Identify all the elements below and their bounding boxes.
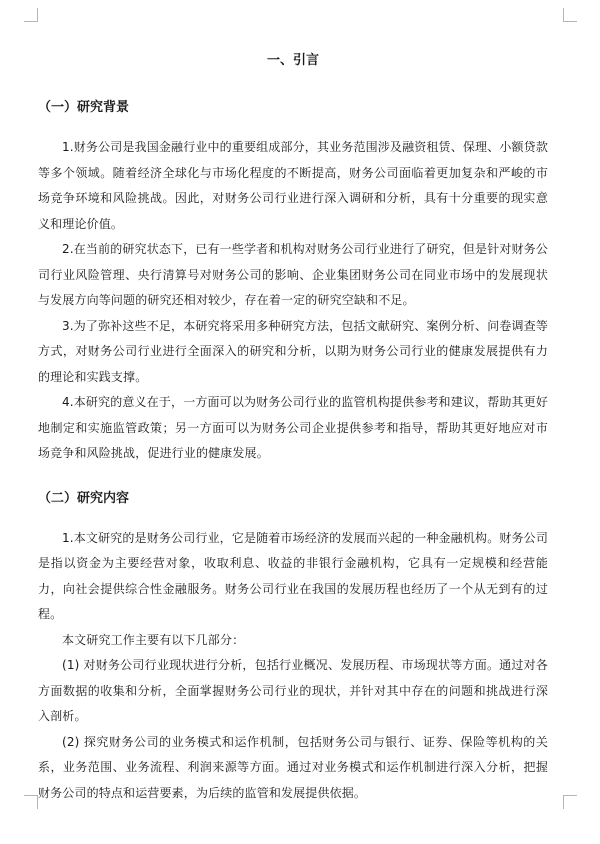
- page-corner-mark-top-right: [563, 8, 577, 22]
- section-heading-content: （二）研究内容: [38, 490, 130, 506]
- page-corner-mark-bottom-left: [24, 795, 38, 809]
- paragraph-background-1: 1.财务公司是我国金融行业中的重要组成部分，其业务范围涉及融资租赁、保理、小额贷款等多个领域。随着经济全球化与市场化程度的不断提高，财务公司面临着更加复杂和严峻的市场竞争环境和风险挑战。因此，对财务公司行业进行深入调研和分析，具有十分重要的现实意义和理论价值。: [38, 140, 548, 231]
- chapter-title: 一、引言: [266, 53, 319, 68]
- paragraph-background-3: 3.为了弥补这些不足，本研究将采用多种研究方法，包括文献研究、案例分析、问卷调查等方式，对财务公司行业进行全面深入的研究和分析，以期为财务公司行业的健康发展提供有力的理论和实践支撑。: [38, 318, 548, 384]
- page-corner-mark-bottom-right: [563, 795, 577, 809]
- paragraph-background-4: 4.本研究的意义在于，一方面可以为财务公司行业的监管机构提供参考和建议，帮助其更好地制定和实施监管政策；另一方面可以为财务公司企业提供参考和指导，帮助其更好地应对市场竞争和风险挑战，促进行业的健康发展。: [38, 395, 548, 460]
- section-heading-background: （一）研究背景: [38, 100, 130, 115]
- paragraph-content-item-1: (1) 对财务公司行业现状进行分析，包括行业概况、发展历程、市场现状等方面。通过对各方面数据的收集和分析，全面掌握财务公司行业的现状，并针对其中存在的问题和挑战进行深入剖析。: [38, 658, 548, 723]
- paragraph-background-2: 2.在当前的研究状态下，已有一些学者和机构对财务公司行业进行了研究，但是针对财务公司行业风险管理、央行清算号对财务公司的影响、企业集团财务公司在同业市场中的发展现状与发展方向等问题的研究还相对较少，存在着一定的研究空缺和不足。: [38, 242, 548, 307]
- paragraph-content-1: 1.本文研究的是财务公司行业，它是随着市场经济的发展而兴起的一种金融机构。财务公司是指以资金为主要经营对象，收取利息、收益的非银行金融机构，它具有一定规模和经营能力，向社会提供综合性金融服务。财务公司行业在我国的发展历程也经历了一个从无到有的过程。: [38, 530, 548, 621]
- paragraph-content-intro: 本文研究工作主要有以下几部分：: [62, 632, 245, 647]
- paragraph-content-item-2: (2) 探究财务公司的业务模式和运作机制，包括财务公司与银行、证券、保险等机构的关系，业务范围、业务流程、利润来源等方面。通过对业务模式和运作机制进行深入分析，把握财务公司的特点和运营要素，为后续的监管和发展提供依据。: [38, 734, 548, 800]
- document-body: [38, 50, 548, 806]
- page-corner-mark-top-left: [24, 8, 38, 22]
